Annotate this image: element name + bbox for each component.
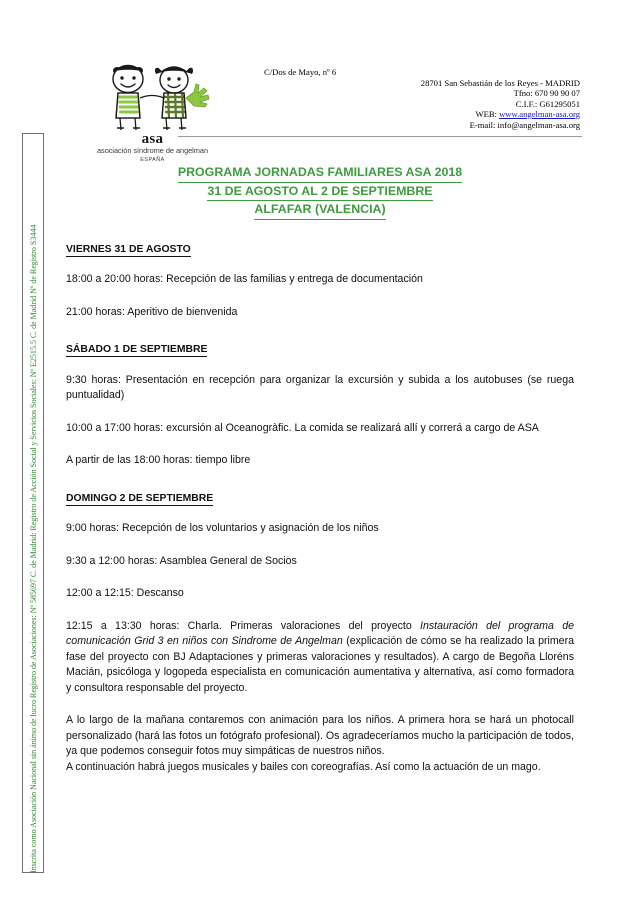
- registration-info-text: Inscrita como Asociación Nacional sin ánimo de lucro Registro de Asociaciones: Nº 585697 C. de Madrid: Registro de Acción Social y Servicios Sociales: Nº E2515.5 C. de Madrid Nº de Registro S3444: [29, 224, 38, 873]
- contact-phone: Tfno: 670 90 90 07: [513, 88, 580, 98]
- contact-email-row: [250, 120, 580, 131]
- contact-city: 28701 San Sebastián de los Reyes - MADRID: [420, 77, 580, 88]
- day-heading-saturday: [66, 345, 574, 356]
- schedule-entry: 12:00 a 12:15: Descanso: [66, 587, 184, 600]
- contact-email-label: E-mail:: [469, 119, 496, 130]
- contact-info: [250, 67, 580, 130]
- asa-children-logo-icon: [90, 62, 215, 134]
- talk-text-part-1: 12:15 a 13:30 horas: Charla. Primeras valoraciones del proyecto: [66, 619, 421, 632]
- page-title-line-2: 31 DE AGOSTO AL 2 DE SEPTIEMBRE: [207, 183, 432, 202]
- page-title-line-1: PROGRAMA JORNADAS FAMILIARES ASA 2018: [178, 164, 462, 183]
- contact-web-link[interactable]: www.angelman-asa.org: [499, 109, 580, 119]
- schedule-entry: 21:00 horas: Aperitivo de bienvenida: [66, 305, 238, 318]
- day-heading-sunday-label: DOMINGO 2 DE SEPTIEMBRE: [66, 492, 214, 504]
- logo-country: ESPAÑA: [140, 157, 165, 163]
- page-title: [66, 164, 574, 220]
- schedule-entry: 9:30 a 12:00 horas: Asamblea General de Socios: [66, 554, 297, 567]
- day-heading-friday: [66, 245, 574, 256]
- schedule-entry: 18:00 a 20:00 horas: Recepción de las familias y entrega de documentación: [66, 273, 423, 286]
- contact-web-row: [250, 109, 580, 120]
- contact-email-value: info@angelman-asa.org: [497, 119, 580, 130]
- day-heading-saturday-label: SÁBADO 1 DE SEPTIEMBRE: [66, 344, 208, 356]
- day-heading-sunday: [66, 494, 574, 505]
- page-title-line-3: ALFAFAR (VALENCIA): [254, 201, 385, 220]
- logo-wordmark: asa: [141, 131, 164, 147]
- contact-cif: C.I.F.: G61295051: [515, 98, 580, 109]
- schedule-entry: 10:00 a 17:00 horas: excursión al Oceanogràfic. La comida se realizará allí y correrá a cargo de ASA: [66, 421, 539, 434]
- day-heading-friday-label: VIERNES 31 DE AGOSTO: [66, 243, 191, 255]
- asa-logo: [60, 62, 245, 164]
- closing-paragraph-2: A continuación habrá juegos musicales y bailes con coreografías. Así como la actuación de un mago.: [66, 760, 541, 773]
- schedule-entry: A partir de las 18:00 horas: tiempo libre: [66, 454, 251, 467]
- document-body: [66, 164, 574, 775]
- talk-paragraph: [66, 619, 574, 697]
- document-header: [60, 62, 580, 163]
- closing-paragraph-1: A lo largo de la mañana contaremos con animación para los niños. A primera hora se hará un photocall personalizado (hará las fotos un fotógrafo profesional). Os agradeceríamos mucho la participación de todos, ya que podemos conseguir fotos muy simpáticas de nuestros niños.: [66, 714, 574, 758]
- logo-subtitle: asociación síndrome de angelman: [96, 146, 209, 155]
- talk-project-title: Instauración del programa de comunicación Grid 3 en niños con Sindrome de Angelman: [66, 619, 574, 648]
- contact-web-label: WEB:: [475, 109, 497, 119]
- schedule-entry: 9:00 horas: Recepción de los voluntarios y asignación de los niños: [66, 522, 379, 535]
- header-divider-rule: [178, 136, 582, 137]
- schedule-entry: 9:30 horas: Presentación en recepción para organizar la excursión y subida a los autobuses (se ruega puntualidad): [66, 373, 574, 402]
- contact-street: C/Dos de Mayo, nº 6: [264, 67, 337, 77]
- talk-text-part-2: (explicación de cómo se ha realizado la primera fase del proyecto con BJ Adaptaciones y primeras valoraciones y resultados). A cargo de Begoña Lloréns Macián, psicóloga y logopeda especialista en comunicación aumentativa y alternativa, así como formadora y consultora responsable del proyecto.: [66, 635, 574, 694]
